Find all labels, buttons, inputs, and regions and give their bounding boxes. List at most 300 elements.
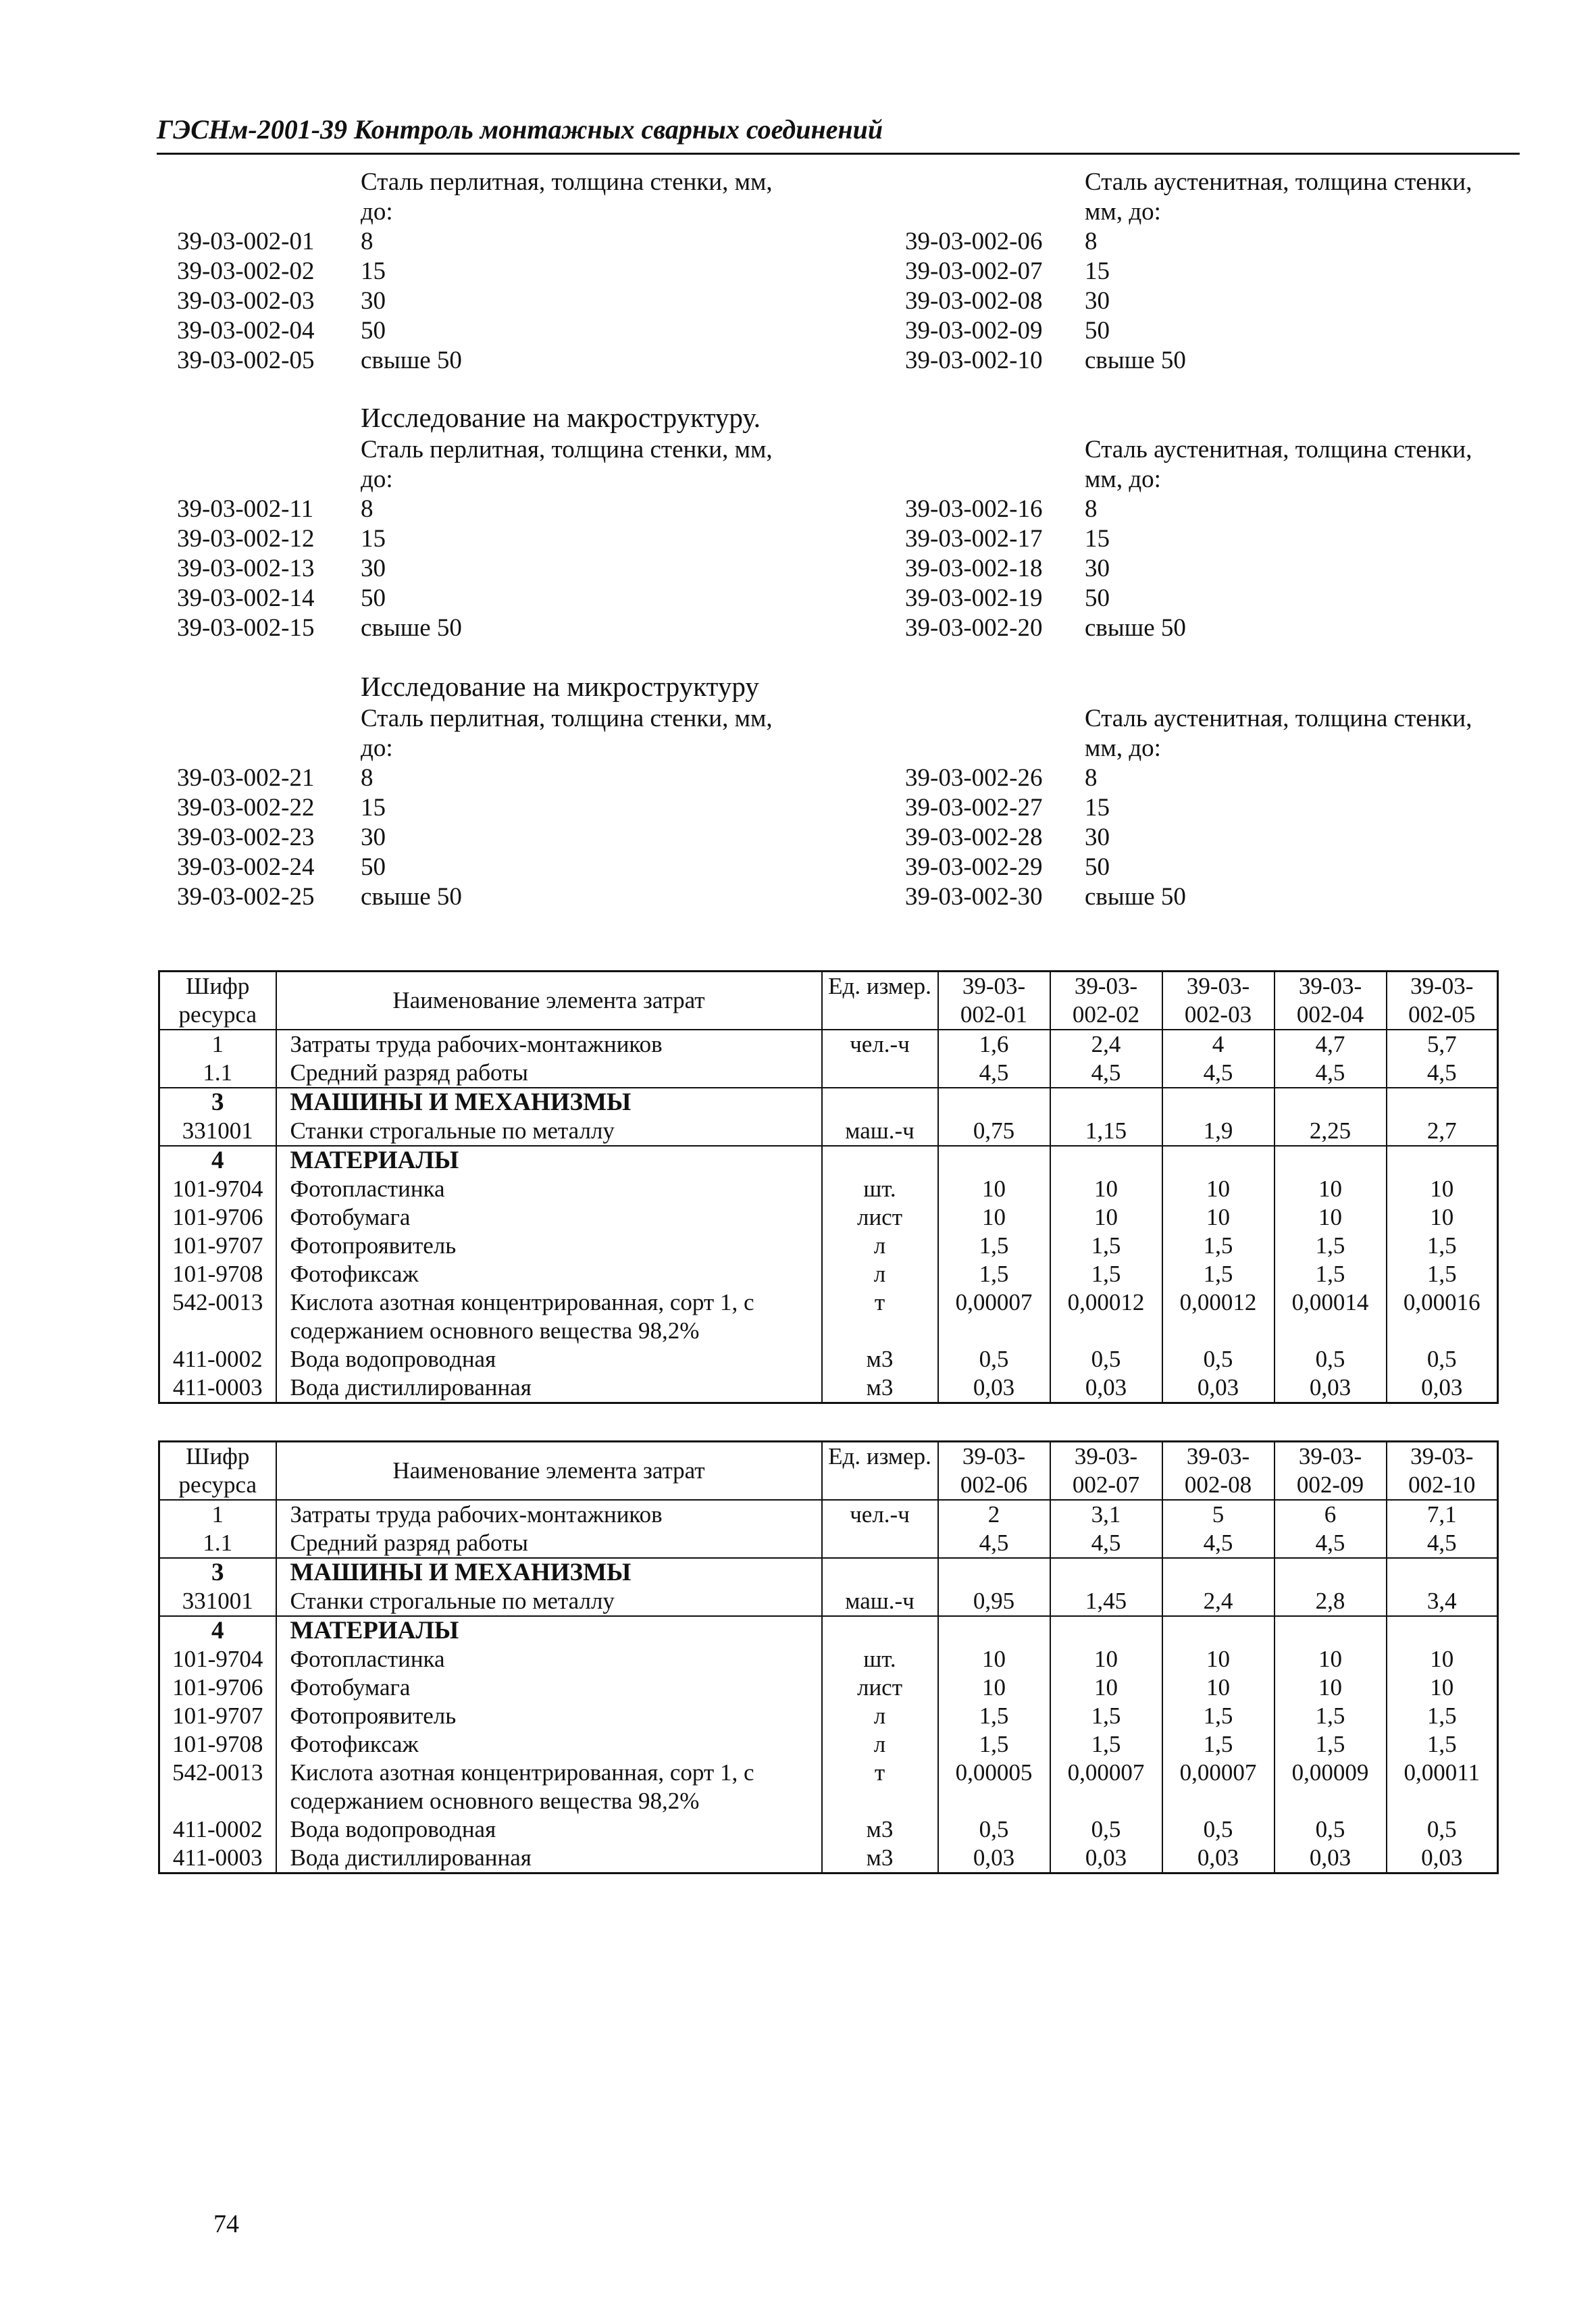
norm-value: 10 — [1162, 1203, 1275, 1232]
norm-value: 1,5 — [1162, 1260, 1275, 1288]
table-row — [159, 1374, 1498, 1403]
unit: лист — [822, 1674, 938, 1702]
cost-element-name: МАШИНЫ И МЕХАНИЗМЫ — [276, 1088, 822, 1117]
right-label-line-2: мм, до: — [1085, 198, 1161, 226]
resource-code: 411-0003 — [159, 1374, 276, 1403]
code-row — [157, 823, 1521, 853]
code-row — [157, 793, 1521, 823]
norm-value — [1275, 1616, 1387, 1645]
norm-value: 0,03 — [938, 1374, 1050, 1403]
norm-value: 0,5 — [1275, 1815, 1387, 1844]
table-row — [159, 1645, 1498, 1674]
code-row — [157, 286, 1521, 316]
section-heading: Исследование на микроструктуру — [361, 671, 759, 702]
norm-value: 10 — [1275, 1175, 1387, 1203]
cost-element-name: Станки строгальные по металлу — [276, 1117, 822, 1146]
norm-value: 10 — [1275, 1674, 1387, 1702]
right-thickness: 50 — [1085, 317, 1110, 345]
unit — [822, 1088, 938, 1117]
right-column-label — [1085, 168, 1544, 227]
right-thickness: свыше 50 — [1085, 883, 1186, 911]
left-column-label — [361, 435, 820, 495]
norm-value: 1,5 — [1162, 1232, 1275, 1260]
right-thickness: 30 — [1085, 555, 1110, 582]
unit: т — [822, 1288, 938, 1345]
table-row — [159, 1674, 1498, 1702]
unit: м3 — [822, 1345, 938, 1374]
resource-code: 1.1 — [159, 1059, 276, 1088]
left-code: 39-03-002-11 — [177, 495, 314, 523]
right-code: 39-03-002-17 — [905, 525, 1043, 553]
left-code: 39-03-002-12 — [177, 525, 315, 553]
table-row — [159, 1175, 1498, 1203]
norm-value: 0,00009 — [1275, 1759, 1387, 1815]
norm-value: 10 — [1387, 1175, 1498, 1203]
right-code: 39-03-002-27 — [905, 794, 1043, 822]
norm-table-01-05 — [158, 970, 1499, 1404]
norm-value: 1,5 — [1387, 1730, 1498, 1759]
section-row — [159, 1616, 1498, 1645]
norm-value: 10 — [938, 1175, 1050, 1203]
norm-value — [1387, 1088, 1498, 1117]
resource-code: 3 — [159, 1088, 276, 1117]
left-code: 39-03-002-15 — [177, 614, 315, 642]
unit: л — [822, 1232, 938, 1260]
norm-value: 1,5 — [1050, 1702, 1162, 1730]
cost-element-name: Средний разряд работы — [276, 1059, 822, 1088]
code-row — [157, 613, 1521, 643]
table-header-row — [159, 1442, 1498, 1501]
norm-value: 0,00012 — [1050, 1288, 1162, 1345]
right-code: 39-03-002-18 — [905, 555, 1043, 582]
right-thickness: свыше 50 — [1085, 347, 1186, 374]
norm-value: 4,5 — [1387, 1529, 1498, 1558]
section-row — [159, 1558, 1498, 1587]
left-thickness: 8 — [361, 228, 374, 255]
header-norm-code: 39-03- 002-01 — [938, 972, 1050, 1030]
page-title: ГЭСНм-2001-39 Контроль монтажных сварных соединений — [157, 114, 883, 145]
unit: л — [822, 1260, 938, 1288]
table-row — [159, 1529, 1498, 1558]
norm-value: 1,5 — [938, 1260, 1050, 1288]
norm-value: 10 — [1050, 1645, 1162, 1674]
right-thickness: 50 — [1085, 584, 1110, 612]
section-row — [159, 1088, 1498, 1117]
right-code: 39-03-002-09 — [905, 317, 1043, 345]
cost-element-name: Фотопроявитель — [276, 1232, 822, 1260]
norm-value — [938, 1616, 1050, 1645]
resource-code: 101-9704 — [159, 1175, 276, 1203]
norm-value: 1,45 — [1050, 1587, 1162, 1616]
right-thickness: 15 — [1085, 794, 1110, 822]
unit — [822, 1529, 938, 1558]
norm-value: 1,5 — [1162, 1702, 1275, 1730]
norm-value: 4,7 — [1275, 1030, 1387, 1059]
left-code: 39-03-002-01 — [177, 228, 315, 255]
norm-value: 1,5 — [938, 1232, 1050, 1260]
norm-value: 0,03 — [1162, 1844, 1275, 1873]
left-thickness: 15 — [361, 794, 386, 822]
code-row — [157, 346, 1521, 376]
left-code: 39-03-002-24 — [177, 853, 315, 881]
resource-code: 411-0002 — [159, 1345, 276, 1374]
header-norm-code: 39-03- 002-06 — [938, 1442, 1050, 1501]
cost-element-name: Кислота азотная концентрированная, сорт 1, с содержанием основного вещества 98,2% — [276, 1288, 822, 1345]
right-code: 39-03-002-28 — [905, 824, 1043, 851]
table-row — [159, 1587, 1498, 1616]
cost-element-name: Вода водопроводная — [276, 1345, 822, 1374]
left-code: 39-03-002-02 — [177, 257, 315, 285]
unit — [822, 1059, 938, 1088]
resource-code: 101-9704 — [159, 1645, 276, 1674]
header-norm-code: 39-03- 002-10 — [1387, 1442, 1498, 1501]
left-code: 39-03-002-14 — [177, 584, 315, 612]
right-thickness: 15 — [1085, 257, 1110, 285]
left-thickness: 30 — [361, 555, 386, 582]
norm-value: 0,00007 — [938, 1288, 1050, 1345]
left-thickness: 8 — [361, 764, 374, 792]
norm-value: 0,5 — [938, 1345, 1050, 1374]
left-thickness: 30 — [361, 287, 386, 315]
norm-value — [1275, 1558, 1387, 1587]
table-row — [159, 1815, 1498, 1844]
table-row — [159, 1730, 1498, 1759]
left-code: 39-03-002-23 — [177, 824, 315, 851]
right-code: 39-03-002-07 — [905, 257, 1043, 285]
table-row — [159, 1232, 1498, 1260]
code-row — [157, 882, 1521, 912]
norm-value: 0,00014 — [1275, 1288, 1387, 1345]
left-column-label — [361, 704, 820, 763]
code-row — [157, 584, 1521, 613]
left-code: 39-03-002-05 — [177, 347, 315, 374]
norm-value: 1,5 — [1387, 1260, 1498, 1288]
table-header-row — [159, 972, 1498, 1030]
code-row — [157, 495, 1521, 524]
resource-code: 331001 — [159, 1117, 276, 1146]
resource-code: 101-9708 — [159, 1730, 276, 1759]
unit: м3 — [822, 1844, 938, 1873]
norm-value: 0,00011 — [1387, 1759, 1498, 1815]
norm-value — [1050, 1616, 1162, 1645]
table-row — [159, 1260, 1498, 1288]
norm-value: 4,5 — [938, 1529, 1050, 1558]
left-label-line-2: до: — [361, 466, 393, 493]
norm-value: 1,5 — [1275, 1260, 1387, 1288]
left-thickness: 15 — [361, 525, 386, 553]
unit: шт. — [822, 1645, 938, 1674]
norm-value: 0,00016 — [1387, 1288, 1498, 1345]
norm-value: 0,00005 — [938, 1759, 1050, 1815]
header-norm-code: 39-03- 002-04 — [1275, 972, 1387, 1030]
norm-value — [1162, 1616, 1275, 1645]
unit: чел.-ч — [822, 1500, 938, 1529]
resource-code: 4 — [159, 1616, 276, 1645]
norm-value: 1,5 — [938, 1730, 1050, 1759]
norm-value — [1387, 1146, 1498, 1175]
resource-code: 101-9706 — [159, 1674, 276, 1702]
right-code: 39-03-002-08 — [905, 287, 1043, 315]
norm-value: 0,00007 — [1162, 1759, 1275, 1815]
header-cost-element-name: Наименование элемента затрат — [276, 972, 822, 1030]
norm-value — [1162, 1558, 1275, 1587]
norm-value: 0,03 — [1050, 1374, 1162, 1403]
left-label-line-1: Сталь перлитная, толщина стенки, мм, — [361, 705, 773, 732]
norm-value: 2,7 — [1387, 1117, 1498, 1146]
norm-value: 4,5 — [1050, 1529, 1162, 1558]
unit: т — [822, 1759, 938, 1815]
norm-value: 5 — [1162, 1500, 1275, 1529]
unit — [822, 1616, 938, 1645]
cost-element-name: Затраты труда рабочих-монтажников — [276, 1030, 822, 1059]
cost-element-name: Кислота азотная концентрированная, сорт 1, с содержанием основного вещества 98,2% — [276, 1759, 822, 1815]
code-row — [157, 257, 1521, 286]
left-label-line-1: Сталь перлитная, толщина стенки, мм, — [361, 436, 773, 463]
left-thickness: 50 — [361, 317, 386, 345]
norm-value: 0,5 — [1387, 1815, 1498, 1844]
header-resource-code: Шифр ресурса — [159, 1442, 276, 1501]
norm-value — [1275, 1146, 1387, 1175]
page-header — [157, 112, 1520, 155]
right-label-line-1: Сталь аустенитная, толщина стенки, — [1085, 436, 1472, 463]
left-code: 39-03-002-22 — [177, 794, 315, 822]
norm-value — [938, 1088, 1050, 1117]
norm-value: 1,5 — [1275, 1232, 1387, 1260]
code-row — [157, 853, 1521, 882]
table-row — [159, 1288, 1498, 1345]
table-row — [159, 1844, 1498, 1873]
norm-value: 0,5 — [938, 1815, 1050, 1844]
right-code: 39-03-002-06 — [905, 228, 1043, 255]
norm-value: 0,5 — [1162, 1345, 1275, 1374]
norm-value — [938, 1558, 1050, 1587]
norm-value: 0,03 — [1387, 1374, 1498, 1403]
cost-element-name: Средний разряд работы — [276, 1529, 822, 1558]
resource-code: 542-0013 — [159, 1759, 276, 1815]
cost-element-name: МАТЕРИАЛЫ — [276, 1616, 822, 1645]
table-row — [159, 1117, 1498, 1146]
left-code: 39-03-002-04 — [177, 317, 315, 345]
left-thickness: 8 — [361, 495, 374, 523]
table-row — [159, 1030, 1498, 1059]
code-row — [157, 227, 1521, 257]
header-norm-code: 39-03- 002-03 — [1162, 972, 1275, 1030]
right-label-line-2: мм, до: — [1085, 734, 1161, 762]
norm-value — [1275, 1088, 1387, 1117]
unit — [822, 1146, 938, 1175]
norm-value: 2,4 — [1162, 1587, 1275, 1616]
left-thickness: 50 — [361, 853, 386, 881]
page-number: 74 — [213, 2210, 239, 2238]
norm-value: 0,03 — [1050, 1844, 1162, 1873]
right-label-line-1: Сталь аустенитная, толщина стенки, — [1085, 168, 1472, 196]
right-code: 39-03-002-19 — [905, 584, 1043, 612]
norm-value: 10 — [1387, 1645, 1498, 1674]
unit: л — [822, 1702, 938, 1730]
norm-value: 4,5 — [1162, 1059, 1275, 1088]
norm-value: 10 — [1387, 1674, 1498, 1702]
resource-code: 411-0002 — [159, 1815, 276, 1844]
cost-element-name: Фотофиксаж — [276, 1260, 822, 1288]
resource-code: 542-0013 — [159, 1288, 276, 1345]
unit — [822, 1558, 938, 1587]
norm-value: 0,03 — [938, 1844, 1050, 1873]
unit: чел.-ч — [822, 1030, 938, 1059]
resource-code: 101-9707 — [159, 1232, 276, 1260]
header-norm-code: 39-03- 002-07 — [1050, 1442, 1162, 1501]
norm-value: 10 — [938, 1203, 1050, 1232]
cost-element-name: МАТЕРИАЛЫ — [276, 1146, 822, 1175]
norm-value: 0,95 — [938, 1587, 1050, 1616]
left-thickness: 30 — [361, 824, 386, 851]
norm-value: 3,4 — [1387, 1587, 1498, 1616]
right-label-line-1: Сталь аустенитная, толщина стенки, — [1085, 705, 1472, 732]
header-norm-code: 39-03- 002-08 — [1162, 1442, 1275, 1501]
right-code: 39-03-002-26 — [905, 764, 1043, 792]
code-row — [157, 554, 1521, 584]
resource-code: 1 — [159, 1030, 276, 1059]
section-heading: Исследование на макроструктуру. — [361, 402, 761, 433]
left-label-line-1: Сталь перлитная, толщина стенки, мм, — [361, 168, 773, 196]
header-norm-code: 39-03- 002-09 — [1275, 1442, 1387, 1501]
resource-code: 101-9706 — [159, 1203, 276, 1232]
right-thickness: свыше 50 — [1085, 614, 1186, 642]
norm-value: 1,5 — [1050, 1260, 1162, 1288]
norm-value: 1,5 — [938, 1702, 1050, 1730]
right-thickness: 30 — [1085, 287, 1110, 315]
norm-value: 1,5 — [1387, 1702, 1498, 1730]
header-norm-code: 39-03- 002-05 — [1387, 972, 1498, 1030]
norm-value: 10 — [1387, 1203, 1498, 1232]
left-thickness: 15 — [361, 257, 386, 285]
norm-value — [1050, 1558, 1162, 1587]
norm-value: 0,03 — [1387, 1844, 1498, 1873]
unit: лист — [822, 1203, 938, 1232]
unit: л — [822, 1730, 938, 1759]
norm-value: 4,5 — [1387, 1059, 1498, 1088]
code-row — [157, 763, 1521, 793]
norm-value: 1,5 — [1162, 1730, 1275, 1759]
norm-value: 4,5 — [1275, 1059, 1387, 1088]
cost-element-name: Фотобумага — [276, 1674, 822, 1702]
norm-value: 10 — [1050, 1203, 1162, 1232]
right-label-line-2: мм, до: — [1085, 466, 1161, 493]
table-row — [159, 1203, 1498, 1232]
cost-element-name: Вода дистиллированная — [276, 1844, 822, 1873]
norm-value: 10 — [1162, 1175, 1275, 1203]
right-thickness: 8 — [1085, 764, 1098, 792]
resource-code: 1 — [159, 1500, 276, 1529]
norm-value: 4,5 — [1050, 1059, 1162, 1088]
norm-value: 0,5 — [1050, 1815, 1162, 1844]
header-unit: Ед. измер. — [822, 1442, 938, 1501]
right-thickness: 50 — [1085, 853, 1110, 881]
left-column-label — [361, 168, 820, 227]
resource-code: 101-9707 — [159, 1702, 276, 1730]
section-row — [159, 1146, 1498, 1175]
norm-value: 0,5 — [1050, 1345, 1162, 1374]
cost-element-name: Затраты труда рабочих-монтажников — [276, 1500, 822, 1529]
right-thickness: 30 — [1085, 824, 1110, 851]
norm-value: 10 — [1275, 1203, 1387, 1232]
unit: шт. — [822, 1175, 938, 1203]
table-row — [159, 1345, 1498, 1374]
code-row — [157, 524, 1521, 554]
left-code: 39-03-002-13 — [177, 555, 315, 582]
cost-element-name: Вода дистиллированная — [276, 1374, 822, 1403]
right-code: 39-03-002-10 — [905, 347, 1043, 374]
unit: м3 — [822, 1815, 938, 1844]
resource-code: 3 — [159, 1558, 276, 1587]
right-thickness: 8 — [1085, 495, 1098, 523]
norm-table-06-10 — [158, 1440, 1499, 1874]
norm-value: 6 — [1275, 1500, 1387, 1529]
norm-value — [1387, 1558, 1498, 1587]
right-thickness: 15 — [1085, 525, 1110, 553]
norm-value: 10 — [938, 1645, 1050, 1674]
norm-value: 10 — [1050, 1674, 1162, 1702]
unit: маш.-ч — [822, 1117, 938, 1146]
norm-value: 0,00012 — [1162, 1288, 1275, 1345]
resource-code: 411-0003 — [159, 1844, 276, 1873]
left-code: 39-03-002-03 — [177, 287, 315, 315]
norm-value: 2 — [938, 1500, 1050, 1529]
norm-value: 0,5 — [1275, 1345, 1387, 1374]
resource-code: 4 — [159, 1146, 276, 1175]
right-code: 39-03-002-30 — [905, 883, 1043, 911]
left-label-line-2: до: — [361, 734, 393, 762]
resource-code: 331001 — [159, 1587, 276, 1616]
right-thickness: 8 — [1085, 228, 1098, 255]
norm-value: 0,03 — [1275, 1374, 1387, 1403]
right-code: 39-03-002-20 — [905, 614, 1043, 642]
norm-value: 5,7 — [1387, 1030, 1498, 1059]
table-row — [159, 1759, 1498, 1815]
right-column-label — [1085, 704, 1544, 763]
norm-value — [1050, 1146, 1162, 1175]
right-code: 39-03-002-29 — [905, 853, 1043, 881]
left-thickness: 50 — [361, 584, 386, 612]
left-code: 39-03-002-21 — [177, 764, 315, 792]
norm-value: 1,5 — [1050, 1730, 1162, 1759]
norm-value: 4,5 — [1275, 1529, 1387, 1558]
norm-value: 4,5 — [938, 1059, 1050, 1088]
table-row — [159, 1059, 1498, 1088]
code-row — [157, 316, 1521, 346]
norm-value: 0,00007 — [1050, 1759, 1162, 1815]
right-code: 39-03-002-16 — [905, 495, 1043, 523]
resource-code: 1.1 — [159, 1529, 276, 1558]
unit: маш.-ч — [822, 1587, 938, 1616]
norm-value: 1,5 — [1387, 1232, 1498, 1260]
norm-value: 1,5 — [1275, 1730, 1387, 1759]
resource-code: 101-9708 — [159, 1260, 276, 1288]
right-column-label — [1085, 435, 1544, 495]
cost-element-name: Фотофиксаж — [276, 1730, 822, 1759]
norm-value — [1387, 1616, 1498, 1645]
norm-value: 10 — [1275, 1645, 1387, 1674]
unit: м3 — [822, 1374, 938, 1403]
left-label-line-2: до: — [361, 198, 393, 226]
norm-value: 1,9 — [1162, 1117, 1275, 1146]
norm-value: 3,1 — [1050, 1500, 1162, 1529]
left-thickness: свыше 50 — [361, 347, 462, 374]
cost-element-name: Вода водопроводная — [276, 1815, 822, 1844]
norm-value: 2,25 — [1275, 1117, 1387, 1146]
norm-value: 1,6 — [938, 1030, 1050, 1059]
norm-value: 1,15 — [1050, 1117, 1162, 1146]
norm-value: 1,5 — [1050, 1232, 1162, 1260]
